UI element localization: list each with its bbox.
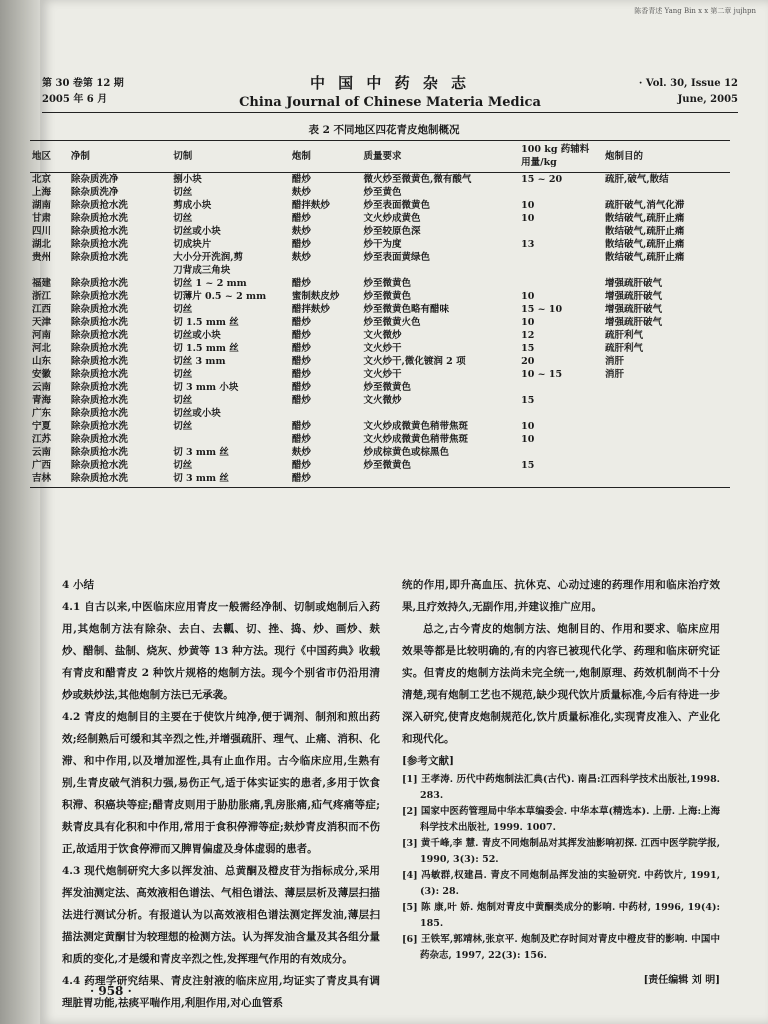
cell-quality: 文火炒干 bbox=[363, 369, 402, 380]
cell-amount: 15 ~ 10 bbox=[521, 304, 563, 315]
cell-cutting: 大小分开洗润,剪 bbox=[173, 252, 244, 263]
table-row bbox=[30, 277, 730, 290]
cell-purpose: 增强疏肝破气 bbox=[605, 278, 663, 289]
cell-amount: 10 bbox=[521, 421, 535, 432]
cell-quality: 文火炒成微黄色稍带焦斑 bbox=[363, 421, 469, 432]
cell-region: 上海 bbox=[32, 187, 52, 198]
cell-region: 湖北 bbox=[32, 239, 52, 250]
cell-region: 天津 bbox=[32, 317, 52, 328]
journal-header bbox=[42, 72, 738, 112]
cell-region: 浙江 bbox=[32, 291, 52, 302]
cell-cutting: 切丝 bbox=[173, 213, 193, 224]
cell-cutting: 切 3 mm 丝 bbox=[171, 472, 290, 488]
cell-quality: 炒至微黄色 bbox=[363, 278, 412, 289]
cell-region: 甘肃 bbox=[32, 213, 52, 224]
cell-amount: 12 bbox=[521, 330, 535, 341]
table-row bbox=[30, 472, 730, 488]
cell-quality bbox=[362, 472, 520, 488]
table-row bbox=[30, 225, 730, 238]
table-row bbox=[30, 238, 730, 251]
cell-quality: 炒至微黄色略有醋味 bbox=[363, 304, 450, 315]
cell-amount: 13 bbox=[521, 239, 535, 250]
cell-quality: 炒至微黄火色 bbox=[363, 317, 421, 328]
cell-cutting: 刀背成三角块 bbox=[173, 265, 231, 276]
cell-cleaning: 除杂质抢水洗 bbox=[70, 226, 128, 237]
cell-quality: 炒至表面黄绿色 bbox=[363, 252, 431, 263]
page-number: · 958 · bbox=[90, 984, 132, 998]
processing-table bbox=[30, 140, 730, 488]
cell-cutting: 切丝 bbox=[173, 369, 193, 380]
cell-amount: 15 bbox=[521, 395, 535, 406]
cell-purpose: 散结破气,疏肝止痛 bbox=[605, 252, 685, 263]
reference-item: [4] 冯敏群,权建昌. 青皮不同炮制品挥发油的实验研究. 中药饮片, 1991, (3): 28. bbox=[402, 870, 720, 897]
header-rule bbox=[42, 112, 738, 113]
cell-purpose bbox=[603, 394, 730, 407]
cell-quality: 炒至黄色 bbox=[363, 187, 402, 198]
cell-cleaning: 除杂质洗净 bbox=[70, 187, 119, 198]
cell-processing: 醋炒 bbox=[291, 278, 311, 289]
cell-quality: 文火微炒 bbox=[363, 330, 402, 341]
cell-region bbox=[30, 264, 69, 277]
volume-en: · Vol. 30, Issue 12 bbox=[638, 78, 738, 89]
table-row bbox=[30, 446, 730, 459]
cell-purpose: 散结破气,疏肝止痛 bbox=[605, 226, 685, 237]
cell-cutting bbox=[171, 433, 290, 446]
cell-processing: 醋炒 bbox=[291, 434, 311, 445]
cell-processing: 醋炒 bbox=[291, 395, 311, 406]
paragraph-4-2: 4.2 青皮的炮制目的主要在于使饮片纯净,便于调剂、制剂和煎出药效;经制熟后可缓和其辛烈之性,并增强疏肝、理气、止痛、消积、化滞、和中作用,以及增加涩性,具有止血作用。古今临床应用,生熟有别,生青皮破气消积力强,易伤正气,适于体实证实的患者,多用于饮食积滞、积癌块等症;醋青皮则用于胁肋胀痛,乳房胀痛,疝气疼痛等症;麸青皮具有化积和中作用,常用于食积停滞等症;麸炒青皮消积而不伤正,故适用于饮食停滞而又脾胃偏虚及身体虚弱的患者。 bbox=[62, 711, 380, 855]
cell-region: 贵州 bbox=[32, 252, 52, 263]
cell-amount bbox=[519, 251, 603, 264]
reference-item: [5] 陈 康,叶 娇. 炮制对青皮中黄酮类成分的影响. 中药材, 1996, 19(4): 185. bbox=[402, 902, 720, 929]
cell-cutting: 切 1.5 mm 丝 bbox=[173, 317, 239, 328]
table-caption: 表 2 不同地区四花青皮炮制概况 bbox=[308, 124, 460, 136]
cell-purpose: 消肝 bbox=[605, 356, 625, 367]
cell-processing: 麸炒 bbox=[291, 187, 311, 198]
date-en: June, 2005 bbox=[677, 94, 738, 105]
table-row bbox=[30, 394, 730, 407]
cell-purpose bbox=[603, 420, 730, 433]
cell-cleaning: 除杂质抢水洗 bbox=[69, 472, 171, 488]
cell-processing: 麸炒 bbox=[291, 226, 311, 237]
paragraph-4-4: 4.4 药理学研究结果、青皮注射液的临床应用,均证实了青皮具有调理脏胃功能,祛痰平喘作用,利胆作用,对心血管系 bbox=[62, 975, 380, 1009]
cell-purpose: 消肝 bbox=[605, 369, 625, 380]
cell-cleaning: 除杂质抢水洗 bbox=[70, 421, 128, 432]
cell-quality: 炒至微黄色 bbox=[363, 460, 412, 471]
table-row bbox=[30, 290, 730, 303]
column-header-cleaning: 净制 bbox=[69, 141, 171, 173]
column-header-purpose: 炮制目的 bbox=[603, 141, 730, 173]
table-row bbox=[30, 316, 730, 329]
cell-amount: 15 bbox=[521, 460, 535, 471]
cell-region: 四川 bbox=[32, 226, 52, 237]
table-row bbox=[30, 212, 730, 225]
table-body bbox=[30, 173, 730, 488]
cell-cleaning: 除杂质抢水洗 bbox=[70, 382, 128, 393]
cell-cleaning: 除杂质洗净 bbox=[70, 174, 119, 185]
cell-cutting: 捌小块 bbox=[173, 174, 202, 185]
journal-title-en: China Journal of Chinese Materia Medica bbox=[239, 95, 541, 110]
cell-purpose bbox=[603, 459, 730, 472]
cell-cutting: 切薄片 0.5 ~ 2 mm bbox=[173, 291, 267, 302]
cell-processing: 醋炒 bbox=[291, 239, 311, 250]
cell-purpose bbox=[603, 446, 730, 459]
column-header-amount: 100 kg 药辅料 用量/kg bbox=[519, 141, 603, 173]
table-row bbox=[30, 264, 730, 277]
reference-item: [6] 王铁军,郭靖林,张京平. 炮制及贮存时间对青皮中橙皮苷的影响. 中国中药杂志, 1997, 22(3): 156. bbox=[402, 934, 720, 961]
cell-quality: 文火微炒 bbox=[363, 395, 402, 406]
table-row bbox=[30, 407, 730, 420]
cell-processing: 醋炒 bbox=[290, 472, 362, 488]
cell-purpose: 散结破气,疏肝止痛 bbox=[605, 239, 685, 250]
cell-cleaning: 除杂质抢水洗 bbox=[70, 252, 128, 263]
column-header-processing: 炮制 bbox=[290, 141, 362, 173]
cell-processing bbox=[290, 407, 362, 420]
cell-processing: 麸炒 bbox=[291, 252, 311, 263]
cell-region: 宁夏 bbox=[32, 421, 52, 432]
paragraph-summary: 总之,古今青皮的炮制方法、炮制目的、作用和要求、临床应用效果等都是比较明确的,有的内容已被现代化学、药理和临床研究证实。但青皮的炮制方法尚未完全统一,炮制原理、药效机制尚不十分清楚,现有炮制工艺也不规范,缺少现代饮片质量标准,今后有待进一步深入研究,使青皮炮制规范化,饮片质量标准化,实现青皮准入、产业化和现代化。 bbox=[402, 623, 720, 745]
cell-cutting: 切丝 bbox=[173, 395, 193, 406]
cell-amount bbox=[519, 277, 603, 290]
cell-cutting: 切丝 bbox=[173, 304, 193, 315]
cell-quality: 文火炒成黄色 bbox=[363, 213, 421, 224]
reference-item: [3] 黄千峰,李 慧. 青皮不同炮制品对其挥发油影响初探. 江西中医学院学报, 1990, 3(3): 52. bbox=[402, 838, 720, 865]
cell-processing: 蜜制麸皮炒 bbox=[291, 291, 340, 302]
cell-purpose bbox=[603, 381, 730, 394]
cell-quality: 文火炒干 bbox=[363, 343, 402, 354]
cell-cutting: 切丝 bbox=[173, 187, 193, 198]
cell-cleaning: 除杂质抢水洗 bbox=[70, 408, 128, 419]
header-center bbox=[42, 72, 738, 110]
cell-quality: 炒干为度 bbox=[363, 239, 402, 250]
paragraph-4-3: 4.3 现代炮制研究大多以挥发油、总黄酮及橙皮苷为指标成分,采用挥发油测定法、高效液相色谱法、气相色谱法、薄层层析及薄层扫描法进行测试分析。有报道认为以高效液相色谱法测定挥发油,薄层扫描法测定黄酮甘为较理想的检测方法。认为挥发油含量及其各组分量和质的变化,才是缓和青皮辛烈之性,发挥理气作用的有效成分。 bbox=[62, 865, 380, 965]
cell-purpose: 散结破气,疏肝止痛 bbox=[605, 213, 685, 224]
cell-purpose: 增强疏肝破气 bbox=[605, 291, 663, 302]
table-row bbox=[30, 342, 730, 355]
cell-processing: 醋拌麸炒 bbox=[291, 304, 330, 315]
cell-cutting: 切丝 1 ~ 2 mm bbox=[173, 278, 247, 289]
cell-region: 山东 bbox=[32, 356, 52, 367]
cell-cutting: 切丝或小块 bbox=[173, 226, 221, 237]
table-row bbox=[30, 303, 730, 316]
cell-region: 河南 bbox=[32, 330, 52, 341]
reference-item: [1] 王孝涛. 历代中药炮制法汇典(古代). 南昌:江西科学技术出版社,1998. 283. bbox=[402, 774, 720, 801]
table-row bbox=[30, 459, 730, 472]
cell-processing bbox=[290, 264, 362, 277]
cell-cleaning bbox=[69, 264, 171, 277]
references-title: [参考文献] bbox=[402, 755, 454, 767]
date-cn: 2005 年 6 月 bbox=[42, 94, 108, 105]
cell-cleaning: 除杂质抢水洗 bbox=[70, 239, 128, 250]
cell-region: 福建 bbox=[32, 278, 52, 289]
cell-amount bbox=[519, 186, 603, 199]
cell-processing: 醋拌麸炒 bbox=[291, 200, 330, 211]
cell-processing: 醋炒 bbox=[291, 356, 311, 367]
cell-amount bbox=[519, 381, 603, 394]
table-row bbox=[30, 355, 730, 368]
cell-amount: 10 bbox=[521, 213, 535, 224]
column-header-quality: 质量要求 bbox=[362, 141, 520, 173]
journal-title-cn: 中 国 中 药 杂 志 bbox=[309, 74, 471, 92]
cell-amount bbox=[519, 407, 603, 420]
cell-cleaning: 除杂质抢水洗 bbox=[70, 278, 128, 289]
table-row bbox=[30, 433, 730, 446]
table-row bbox=[30, 186, 730, 199]
cell-region: 江西 bbox=[32, 304, 52, 315]
table-row bbox=[30, 251, 730, 264]
paragraph-4-1: 4.1 自古以来,中医临床应用青皮一般需经净制、切制或炮制后入药用,其炮制方法有除杂、去白、去瓤、切、挫、捣、炒、画炒、麸炒、醋制、盐制、烧灰、炒黄等 13 种方法。现行《中国药典》收载有青皮和醋青皮 2 种饮片规格的炮制方法。现今个别省市仍沿用清炒或麸炒法,其他炮制方法已无承袭。 bbox=[62, 601, 380, 701]
cell-purpose: 疏肝破气,消气化滞 bbox=[605, 200, 685, 211]
cell-cleaning: 除杂质抢水洗 bbox=[70, 200, 128, 211]
cell-amount bbox=[519, 472, 603, 488]
cell-cleaning: 除杂质抢水洗 bbox=[70, 291, 128, 302]
cell-amount: 10 bbox=[521, 317, 535, 328]
cell-processing: 醋炒 bbox=[291, 382, 311, 393]
cell-region: 北京 bbox=[32, 174, 52, 185]
column-header-cutting: 切制 bbox=[171, 141, 290, 173]
cell-cleaning: 除杂质抢水洗 bbox=[70, 395, 128, 406]
cell-cleaning: 除杂质抢水洗 bbox=[70, 304, 128, 315]
header-right bbox=[639, 76, 738, 108]
cell-cutting: 切 3 mm 小块 bbox=[173, 382, 239, 393]
cell-purpose: 增强疏肝破气 bbox=[605, 317, 663, 328]
cell-amount: 10 bbox=[521, 200, 535, 211]
cell-amount: 10 bbox=[521, 434, 535, 445]
cell-quality: 文火炒成微黄色稍带焦斑 bbox=[363, 434, 469, 445]
cell-processing: 醋炒 bbox=[291, 213, 311, 224]
cell-amount bbox=[519, 264, 603, 277]
cell-amount: 15 ~ 20 bbox=[521, 174, 563, 185]
reference-item: [2] 国家中医药管理局中华本草编委会. 中华本草(精选本). 上册. 上海:上海科学技术出版社, 1999. 1007. bbox=[402, 806, 720, 833]
cell-processing: 醋炒 bbox=[291, 174, 311, 185]
cell-processing: 醋炒 bbox=[291, 343, 311, 354]
cell-region: 安徽 bbox=[32, 369, 52, 380]
cell-processing: 醋炒 bbox=[291, 317, 311, 328]
cell-quality: 文火炒干,微化镀润 2 项 bbox=[363, 356, 466, 367]
column-header-region: 地区 bbox=[30, 141, 69, 173]
cell-quality bbox=[362, 264, 520, 277]
paragraph-continued: 统的作用,即升高血压、抗休克、心动过速的药理作用和临床治疗效果,且疗效持久,无副作用,并建议推广应用。 bbox=[402, 579, 720, 613]
cell-region: 云南 bbox=[32, 382, 52, 393]
cell-cutting: 切丝或小块 bbox=[173, 330, 221, 341]
cell-cleaning: 除杂质抢水洗 bbox=[70, 343, 128, 354]
cell-cutting: 切丝 3 mm bbox=[173, 356, 226, 367]
cell-processing: 醋炒 bbox=[291, 330, 311, 341]
cell-region: 河北 bbox=[32, 343, 52, 354]
cell-cutting: 切成块片 bbox=[173, 239, 212, 250]
cell-amount bbox=[519, 225, 603, 238]
cell-region: 吉林 bbox=[30, 472, 69, 488]
cell-purpose: 增强疏肝破气 bbox=[605, 304, 663, 315]
cell-cutting: 切 3 mm 丝 bbox=[173, 447, 229, 458]
cell-purpose bbox=[603, 472, 730, 488]
cell-cleaning: 除杂质抢水洗 bbox=[70, 213, 128, 224]
table-header-row bbox=[30, 141, 730, 173]
cell-region: 湖南 bbox=[32, 200, 52, 211]
left-text-column bbox=[62, 574, 380, 1014]
table-row bbox=[30, 199, 730, 212]
cell-region: 云南 bbox=[32, 447, 52, 458]
cell-cleaning: 除杂质抢水洗 bbox=[70, 356, 128, 367]
cell-cleaning: 除杂质抢水洗 bbox=[70, 434, 128, 445]
cell-purpose: 疏肝,破气,散结 bbox=[605, 174, 669, 185]
table-row bbox=[30, 381, 730, 394]
reference-list bbox=[402, 772, 720, 964]
cell-cleaning: 除杂质抢水洗 bbox=[70, 330, 128, 341]
table-row bbox=[30, 329, 730, 342]
cell-quality bbox=[362, 407, 520, 420]
cell-amount: 15 bbox=[521, 343, 535, 354]
cell-quality: 炒至较原色深 bbox=[363, 226, 421, 237]
cell-cutting: 切丝 bbox=[173, 421, 193, 432]
cell-cutting: 切丝 bbox=[173, 460, 193, 471]
cell-cutting: 切丝或小块 bbox=[173, 408, 221, 419]
section-title: 4 小结 bbox=[62, 579, 94, 591]
cell-processing: 麸炒 bbox=[291, 447, 311, 458]
cell-amount: 20 bbox=[521, 356, 535, 367]
cell-amount: 10 ~ 15 bbox=[521, 369, 563, 380]
cell-quality: 炒至微黄色 bbox=[363, 382, 412, 393]
cell-quality: 微火炒至微黄色,微有酸气 bbox=[363, 174, 472, 185]
cell-cleaning: 除杂质抢水洗 bbox=[70, 317, 128, 328]
cell-region: 广西 bbox=[32, 460, 52, 471]
cell-processing: 醋炒 bbox=[291, 421, 311, 432]
cell-amount: 10 bbox=[521, 291, 535, 302]
cell-region: 江苏 bbox=[32, 434, 52, 445]
corner-annotation: 陈香青述 Yang Bin x x 第二章 jujhpn bbox=[634, 7, 756, 15]
cell-purpose bbox=[603, 407, 730, 420]
cell-quality: 炒成棕黄色或棕黑色 bbox=[363, 447, 450, 458]
cell-quality: 炒至微黄色 bbox=[363, 291, 412, 302]
cell-processing: 醋炒 bbox=[291, 369, 311, 380]
table-row bbox=[30, 173, 730, 187]
cell-cleaning: 除杂质抢水洗 bbox=[70, 369, 128, 380]
cell-purpose: 疏肝利气 bbox=[605, 343, 644, 354]
cell-region: 广东 bbox=[32, 408, 52, 419]
cell-quality: 炒至表面微黄色 bbox=[363, 200, 431, 211]
cell-cleaning: 除杂质抢水洗 bbox=[70, 460, 128, 471]
cell-purpose: 疏肝利气 bbox=[605, 330, 644, 341]
cell-purpose bbox=[603, 264, 730, 277]
cell-cleaning: 除杂质抢水洗 bbox=[70, 447, 128, 458]
cell-cutting: 剪成小块 bbox=[173, 200, 212, 211]
cell-processing: 醋炒 bbox=[291, 460, 311, 471]
cell-purpose bbox=[603, 186, 730, 199]
cell-region: 青海 bbox=[32, 395, 52, 406]
cell-amount bbox=[519, 446, 603, 459]
table-row bbox=[30, 420, 730, 433]
responsible-editor: [责任编辑 刘 明] bbox=[643, 975, 720, 986]
table-row bbox=[30, 368, 730, 381]
right-text-column bbox=[402, 574, 720, 992]
volume-cn: 第 30 卷第 12 期 bbox=[42, 78, 124, 89]
cell-purpose bbox=[603, 433, 730, 446]
cell-cutting: 切 1.5 mm 丝 bbox=[173, 343, 239, 354]
